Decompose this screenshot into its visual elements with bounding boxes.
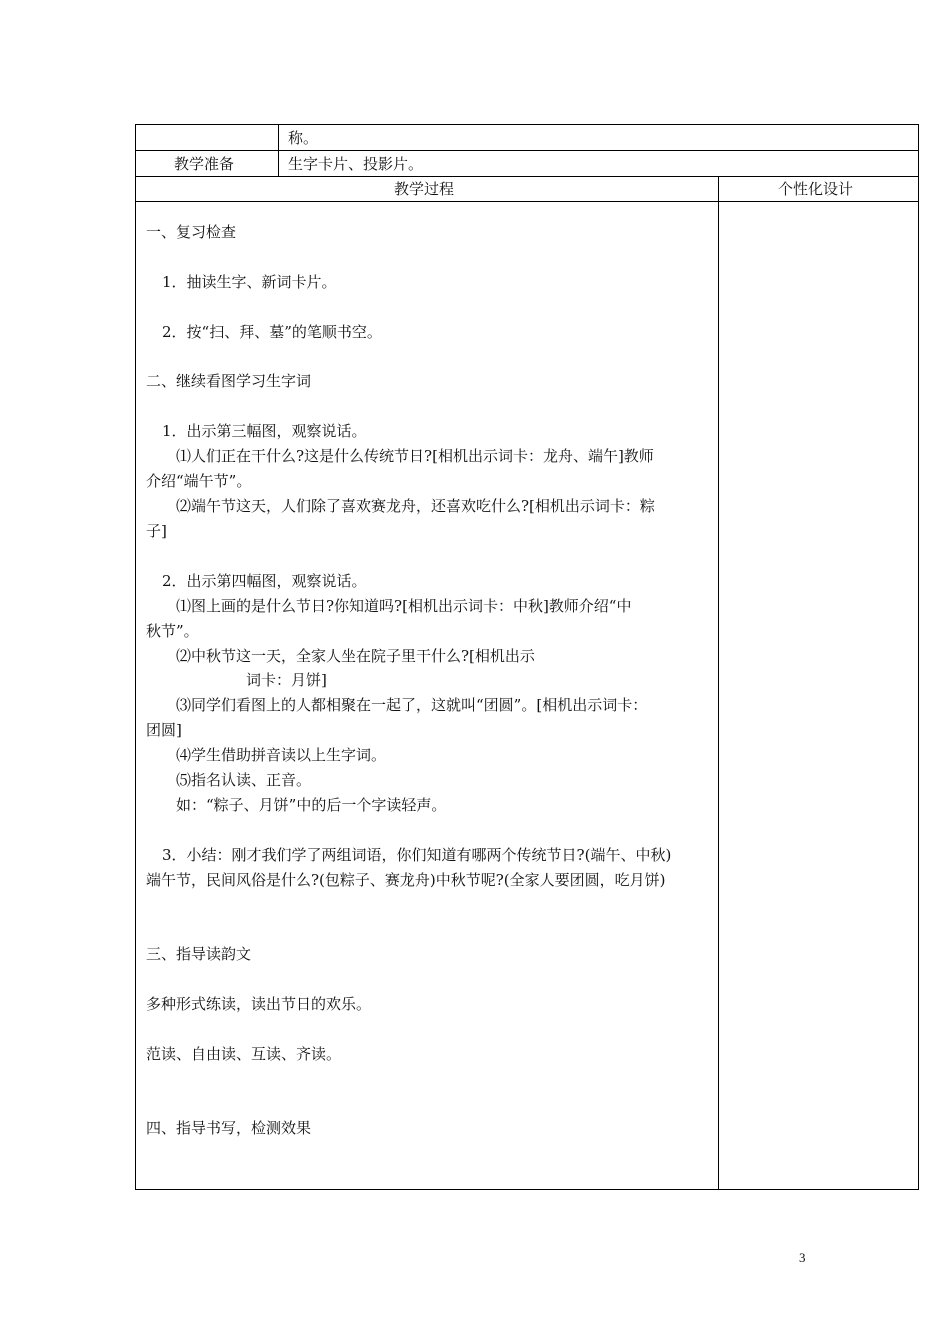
list-item: 2．出示第四幅图，观察说话。	[162, 572, 367, 590]
paragraph: 多种形式练读，读出节日的欢乐。	[146, 995, 372, 1013]
process-header: 教学过程	[394, 180, 455, 198]
sub-item-cont: 子]	[146, 522, 167, 540]
row-divider	[136, 150, 918, 151]
section-heading: 一、复习检查	[146, 223, 237, 241]
list-item: 3．小结：刚才我们学了两组词语，你们知道有哪两个传统节日?(端午、中秋)	[162, 846, 672, 864]
row1-content: 称。	[288, 129, 319, 147]
row-divider	[136, 201, 918, 202]
list-item: 1．出示第三幅图，观察说话。	[162, 422, 367, 440]
section-heading: 三、指导读韵文	[146, 945, 252, 963]
lesson-plan-table	[135, 124, 919, 1190]
sub-item-cont: 团圆]	[146, 721, 182, 739]
page-number: 3	[799, 1250, 806, 1265]
design-header: 个性化设计	[778, 180, 854, 198]
sub-item-cont: 词卡：月饼]	[246, 671, 327, 689]
sub-item: 如：“粽子、月饼”中的后一个字读轻声。	[176, 796, 447, 814]
section-heading: 四、指导书写，检测效果	[146, 1119, 312, 1137]
sub-item: ⑴图上画的是什么节日?你知道吗?[相机出示词卡：中秋]教师介绍“中	[176, 597, 632, 615]
sub-item: ⑵中秋节这一天，全家人坐在院子里干什么?[相机出示	[176, 647, 535, 665]
sub-item: ⑶同学们看图上的人都相聚在一起了，这就叫“团圆”。[相机出示词卡：	[176, 696, 648, 714]
sub-item-cont: 秋节”。	[146, 622, 199, 640]
list-item: 2．按“扫、拜、墓”的笔顺书空。	[162, 323, 382, 341]
row-divider	[136, 176, 918, 177]
list-item: 1．抽读生字、新词卡片。	[162, 273, 337, 291]
paragraph: 范读、自由读、互读、齐读。	[146, 1045, 342, 1063]
sub-item: ⑴人们正在干什么?这是什么传统节日?[相机出示词卡：龙舟、端午]教师	[176, 447, 654, 465]
sub-item: ⑵端午节这天，人们除了喜欢赛龙舟，还喜欢吃什么?[相机出示词卡：粽	[176, 497, 655, 515]
column-divider	[278, 125, 279, 176]
prep-label: 教学准备	[174, 155, 235, 173]
sub-item-cont: 介绍“端午节”。	[146, 472, 252, 490]
prep-content: 生字卡片、投影片。	[288, 155, 424, 173]
section-heading: 二、继续看图学习生字词	[146, 372, 312, 390]
column-divider	[718, 176, 719, 1189]
sub-item: ⑷学生借助拼音读以上生字词。	[176, 746, 387, 764]
sub-item: ⑸指名认读、正音。	[176, 771, 312, 789]
list-item-cont: 端午节，民间风俗是什么?(包粽子、赛龙舟)中秋节呢?(全家人要团圆，吃月饼)	[146, 871, 666, 889]
